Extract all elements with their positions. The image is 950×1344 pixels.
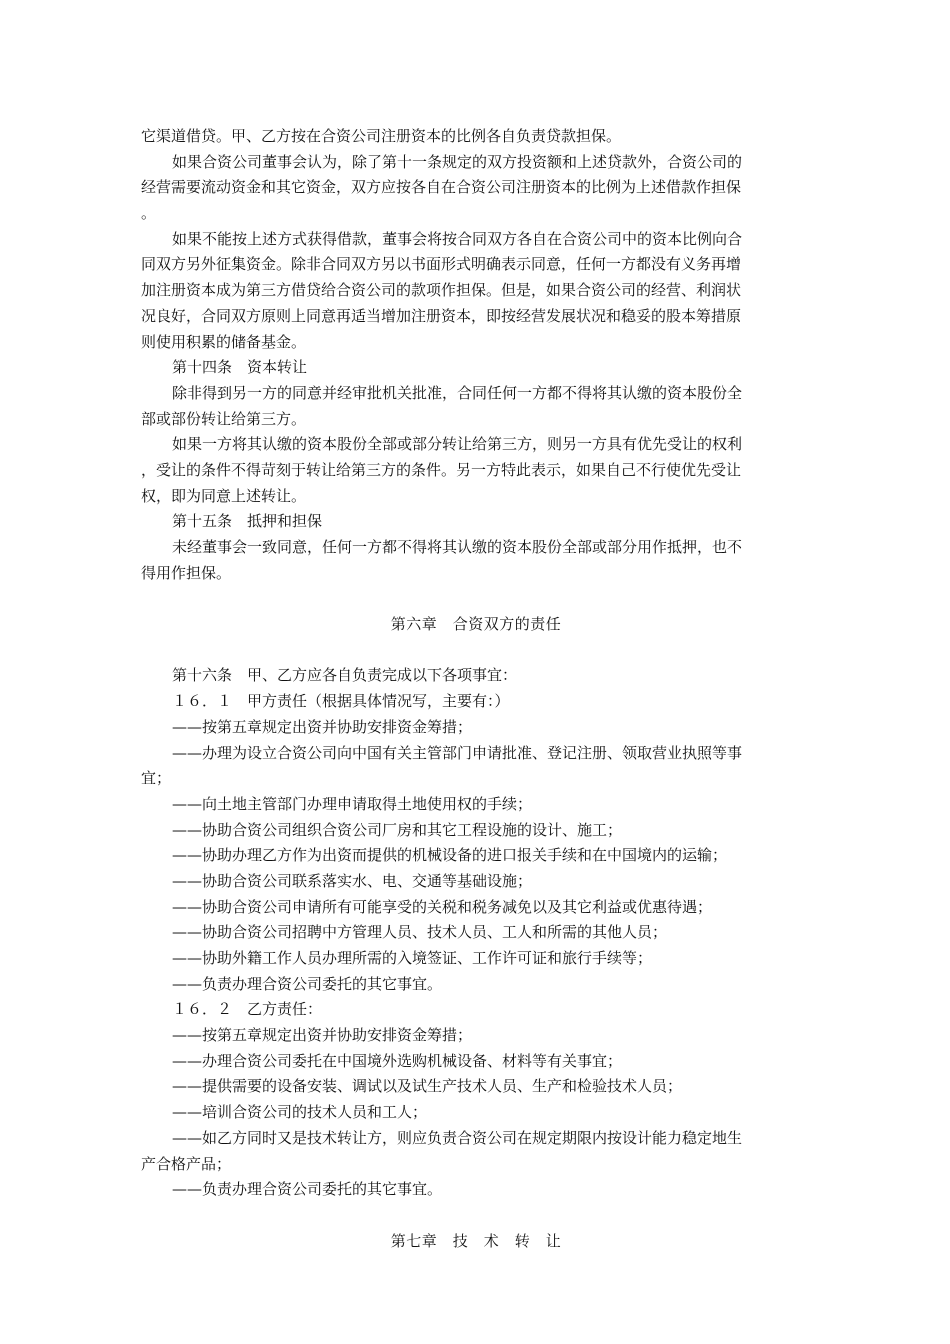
text-line: ——按第五章规定出资并协助安排资金筹措； xyxy=(172,717,473,736)
blank-line xyxy=(141,1203,811,1229)
text-line: 部或部份转让给第三方。 xyxy=(141,409,307,428)
text-line: ——如乙方同时又是技术转让方，则应负责合资公司在规定期限内按设计能力稳定地生 xyxy=(172,1128,743,1147)
blank-line xyxy=(141,586,811,612)
text-line: ——办理为设立合资公司向中国有关主管部门申请批准、登记注册、领取营业执照等事 xyxy=(172,743,743,762)
text-line: ——提供需要的设备安装、调试以及试生产技术人员、生产和检验技术人员； xyxy=(172,1077,683,1096)
text-line: 第十五条 抵押和担保 xyxy=(172,512,323,531)
text-line: 产合格产品； xyxy=(141,1154,232,1173)
text-line: ——协助合资公司联系落实水、电、交通等基础设施； xyxy=(172,871,533,890)
text-line: 况良好，合同双方原则上同意再适当增加注册资本，即按经营发展状况和稳妥的股本筹措原 xyxy=(141,306,742,325)
text-line: 未经董事会一致同意，任何一方都不得将其认缴的资本股份全部或部分用作抵押，也不 xyxy=(172,538,743,556)
blank-line xyxy=(141,638,811,664)
chapter-heading: 第七章 技 术 转 让 xyxy=(390,1231,562,1250)
text-line: ——培训合资公司的技术人员和工人； xyxy=(172,1103,428,1122)
text-line: ——协助合资公司申请所有可能享受的关税和税务减免以及其它利益或优惠待遇； xyxy=(172,897,713,916)
text-line: ——协助办理乙方作为出资而提供的机械设备的进口报关手续和在中国境内的运输； xyxy=(172,846,728,865)
text-line: 如果不能按上述方式获得借款，董事会将按合同双方各自在合资公司中的资本比例向合 xyxy=(172,229,743,248)
text-line: ——协助合资公司组织合资公司厂房和其它工程设施的设计、施工； xyxy=(172,820,623,839)
text-line: 第十六条 甲、乙方应各自负责完成以下各项事宜： xyxy=(172,666,518,685)
text-line: 加注册资本成为第三方借贷给合资公司的款项作担保。但是，如果合资公司的经营、利润状 xyxy=(141,281,742,300)
text-line: ——办理合资公司委托在中国境外选购机械设备、材料等有关事宜； xyxy=(172,1051,623,1070)
text-line: 它渠道借贷。甲、乙方按在合资公司注册资本的比例各自负责贷款担保。 xyxy=(141,127,622,145)
text-line: 。 xyxy=(141,204,157,223)
document-body xyxy=(141,124,811,1254)
text-line: 权，即为同意上述转让。 xyxy=(141,486,307,505)
text-line: １６．２ 乙方责任： xyxy=(172,1000,323,1019)
text-line: 得用作担保。 xyxy=(141,563,232,582)
text-line: 同双方另外征集资金。除非合同双方另以书面形式明确表示同意，任何一方都没有义务再增 xyxy=(141,255,742,274)
text-line: 第十四条 资本转让 xyxy=(172,358,308,377)
text-line: 则使用积累的储备基金。 xyxy=(141,332,307,351)
chapter-heading: 第六章 合资双方的责任 xyxy=(390,615,562,634)
text-line: 经营需要流动资金和其它资金，双方应按各自在合资公司注册资本的比例为上述借款作担保 xyxy=(141,178,742,197)
text-line: ——向土地主管部门办理申请取得土地使用权的手续； xyxy=(172,794,533,813)
text-line: 宜； xyxy=(141,769,172,788)
text-line: ——按第五章规定出资并协助安排资金筹措； xyxy=(172,1026,473,1045)
text-line: ——负责办理合资公司委托的其它事宜。 xyxy=(172,1180,443,1199)
text-line: ——协助外籍工作人员办理所需的入境签证、工作许可证和旅行手续等； xyxy=(172,949,653,967)
text-line: １６．１ 甲方责任（根据具体情况写，主要有：） xyxy=(172,692,510,711)
text-line: 如果一方将其认缴的资本股份全部或部分转让给第三方，则另一方具有优先受让的权利 xyxy=(172,435,743,454)
text-line: 如果合资公司董事会认为，除了第十一条规定的双方投资额和上述贷款外，合资公司的 xyxy=(172,152,743,171)
text-line: ——协助合资公司招聘中方管理人员、技术人员、工人和所需的其他人员； xyxy=(172,923,668,942)
text-line: ——负责办理合资公司委托的其它事宜。 xyxy=(172,974,443,993)
text-line: ，受让的条件不得苛刻于转让给第三方的条件。另一方特此表示，如果自己不行使优先受让 xyxy=(141,460,742,479)
text-line: 除非得到另一方的同意并经审批机关批准，合同任何一方都不得将其认缴的资本股份全 xyxy=(172,383,743,402)
